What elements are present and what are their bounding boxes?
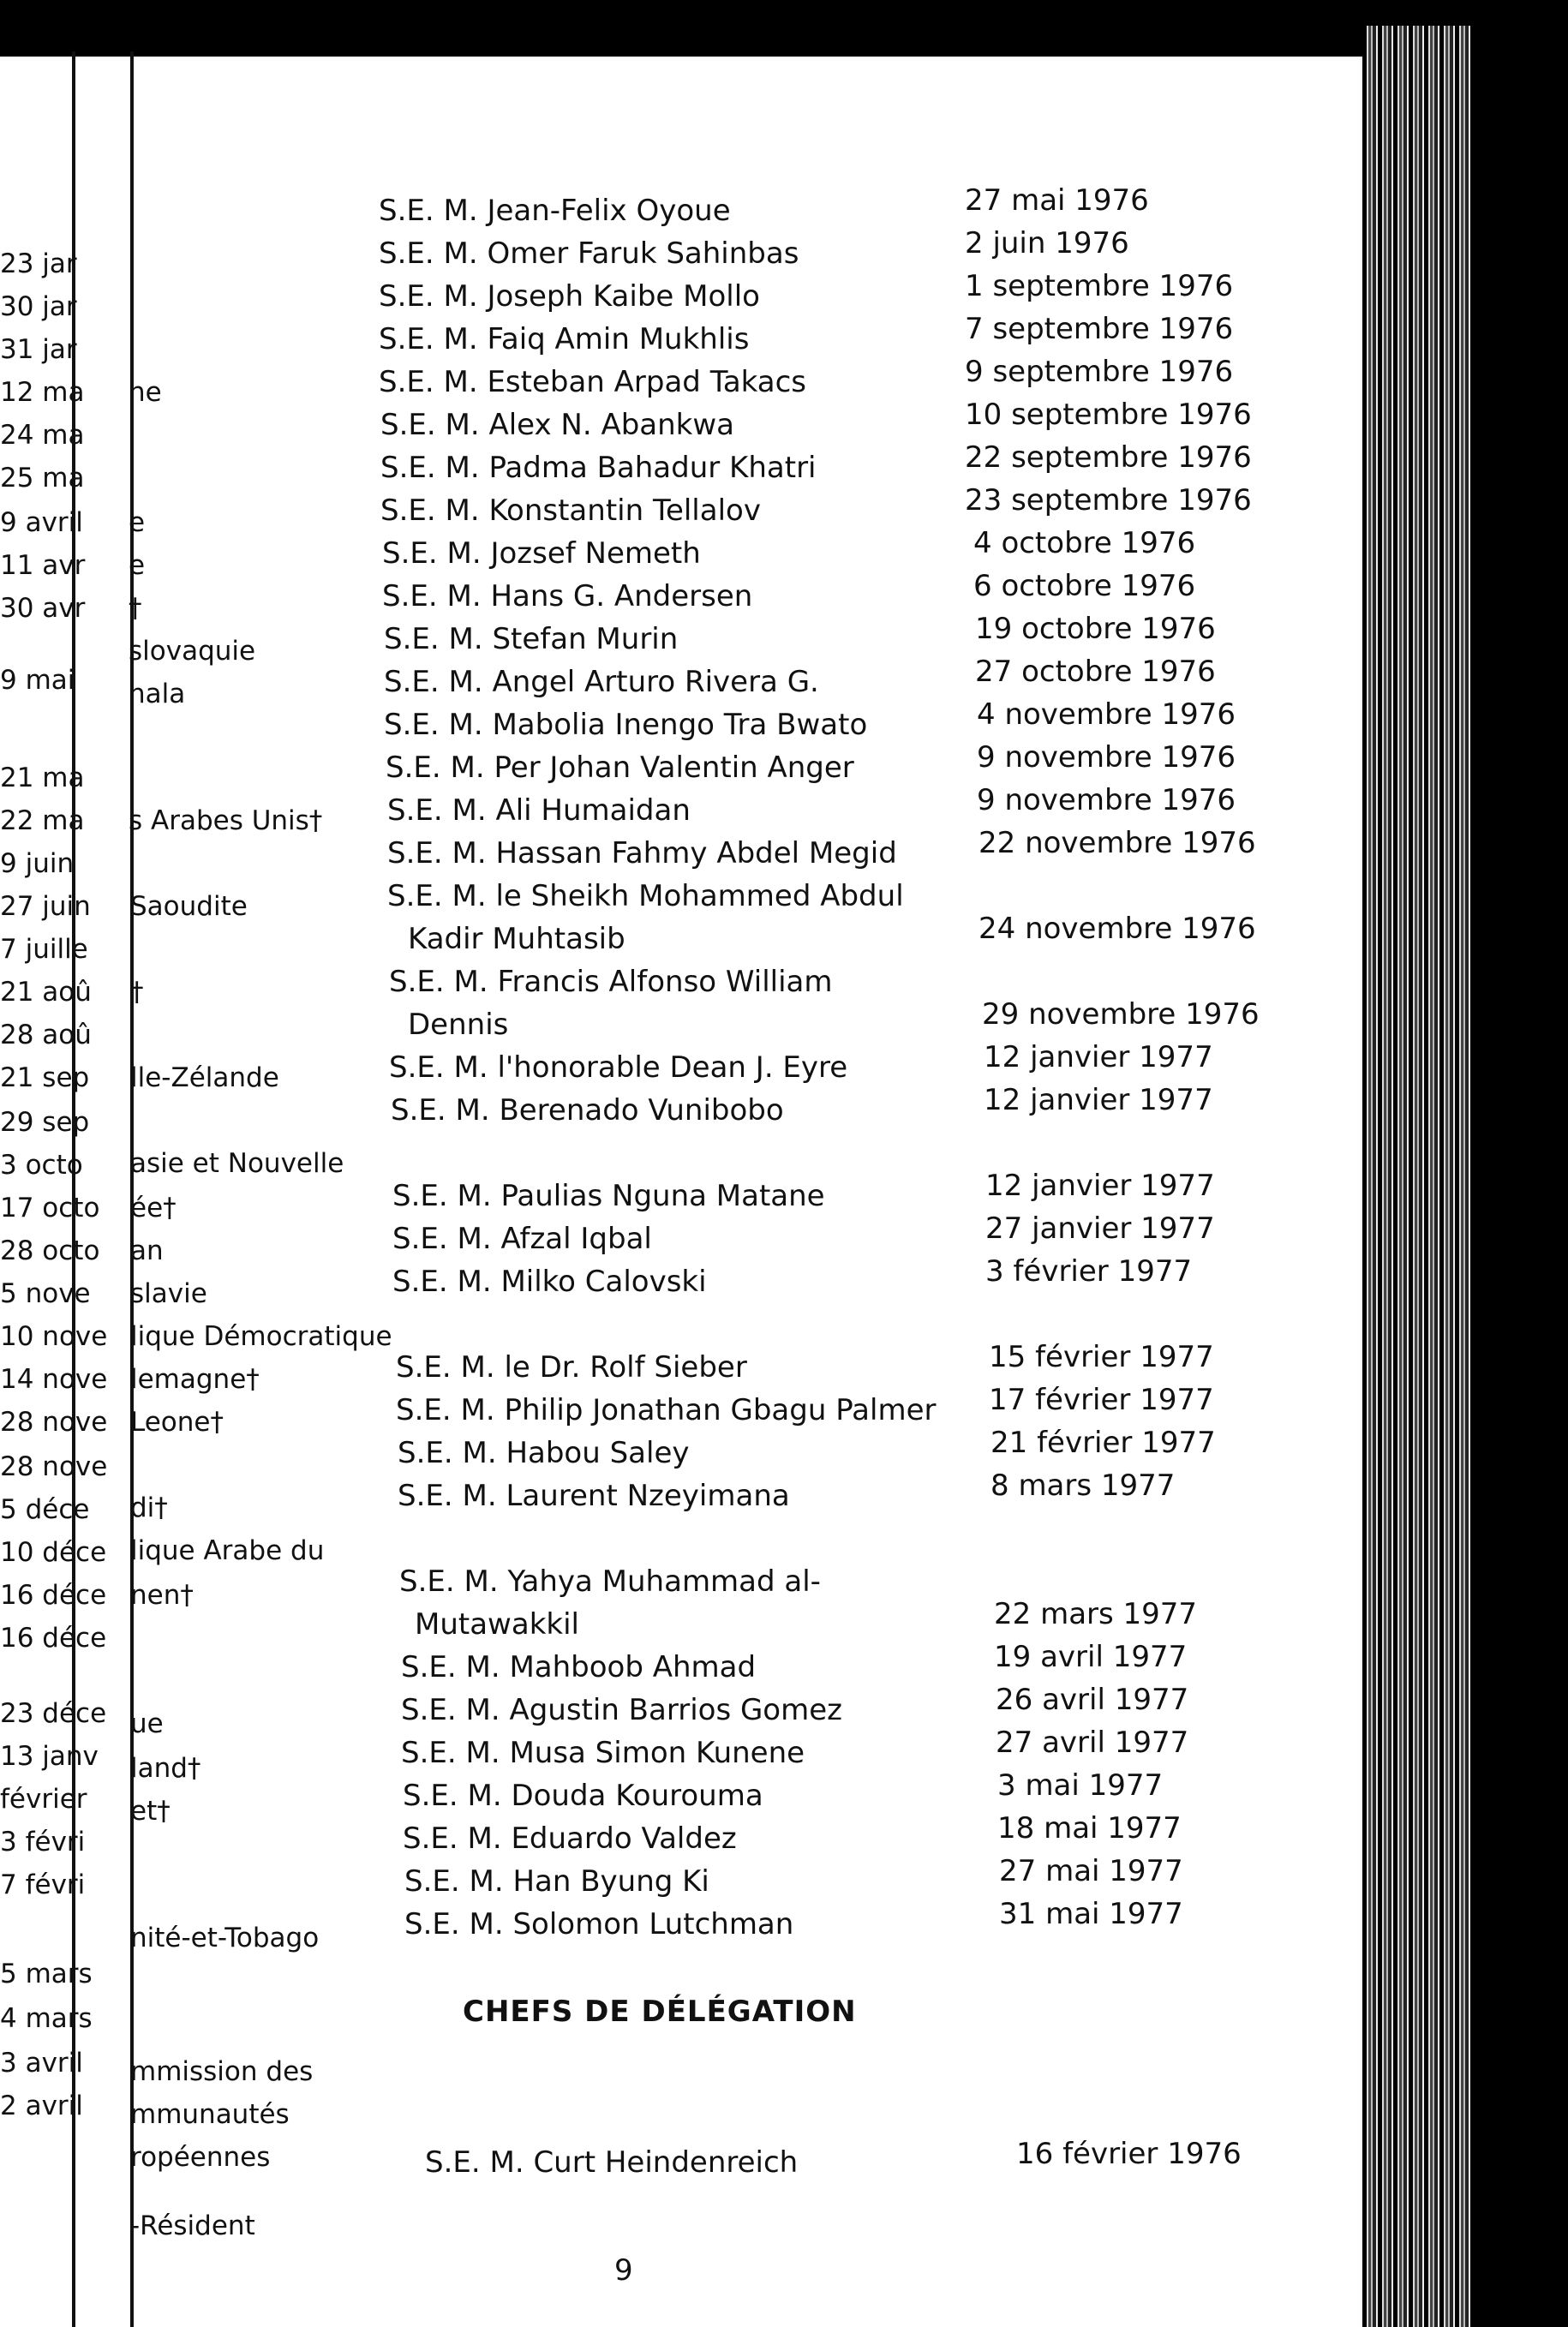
ambassador-name: S.E. M. Per Johan Valentin Anger: [386, 751, 854, 785]
ambassador-name: S.E. M. Laurent Nzeyimana: [398, 1479, 790, 1513]
ambassador-name: Kadir Muhtasib: [408, 922, 625, 956]
left-country-fragment: Leone†: [130, 1407, 224, 1438]
left-date-fragment: 21 sep: [0, 1062, 90, 1093]
ambassador-name: S.E. M. Jean-Felix Oyoue: [379, 194, 731, 228]
left-date-fragment: 24 ma: [0, 420, 85, 451]
credentials-date: 15 février 1977: [989, 1340, 1214, 1374]
page-number: 9: [614, 2253, 633, 2288]
credentials-date: 7 septembre 1976: [965, 312, 1234, 346]
ambassador-name: S.E. M. Padma Bahadur Khatri: [380, 451, 817, 485]
ambassador-name: S.E. M. Paulias Nguna Matane: [392, 1179, 825, 1213]
left-date-fragment: 16 déce: [0, 1623, 107, 1654]
left-date-fragment: 10 nove: [0, 1321, 108, 1352]
left-date-fragment: 22 ma: [0, 805, 85, 836]
left-country-fragment: lemagne†: [130, 1364, 260, 1395]
left-date-fragment: 16 déce: [0, 1580, 107, 1611]
ambassador-name: S.E. M. Alex N. Abankwa: [380, 408, 734, 442]
left-date-fragment: 29 sep: [0, 1107, 90, 1138]
left-date-fragment: 5 mars: [0, 1959, 93, 1989]
ambassador-name: S.E. M. Milko Calovski: [392, 1265, 707, 1299]
left-country-fragment: lique Démocratique: [130, 1321, 392, 1352]
credentials-date: 10 septembre 1976: [965, 398, 1252, 432]
ambassador-name: S.E. M. Yahya Muhammad al-: [399, 1564, 821, 1599]
credentials-date: 4 novembre 1976: [977, 697, 1236, 732]
left-date-fragment: 3 avril: [0, 2048, 83, 2079]
left-country-fragment: e: [129, 507, 146, 538]
credentials-date: 9 novembre 1976: [977, 783, 1236, 817]
left-date-fragment: 28 nove: [0, 1407, 108, 1438]
chef-date: 16 février 1976: [1016, 2137, 1242, 2171]
credentials-date: 22 mars 1977: [994, 1597, 1198, 1631]
credentials-date: 21 février 1977: [990, 1426, 1216, 1460]
credentials-date: 22 septembre 1976: [965, 440, 1252, 475]
left-date-fragment: 21 aoû: [0, 977, 92, 1008]
left-date-fragment: 11 avr: [0, 550, 86, 581]
ambassador-name: S.E. M. Hans G. Andersen: [382, 579, 753, 613]
left-date-fragment: 9 avril: [0, 507, 83, 538]
ambassador-name: S.E. M. Philip Jonathan Gbagu Palmer: [396, 1393, 937, 1427]
left-date-fragment: 5 déce: [0, 1494, 90, 1525]
ambassador-name: Dennis: [408, 1008, 509, 1042]
ambassador-name: S.E. M. Mahboob Ahmad: [401, 1650, 757, 1684]
credentials-date: 3 février 1977: [985, 1254, 1193, 1289]
left-country-fragment: †: [130, 977, 144, 1008]
left-date-fragment: 12 ma: [0, 377, 85, 408]
ambassador-name: S.E. M. Faiq Amin Mukhlis: [379, 322, 750, 356]
left-date-fragment: 28 octo: [0, 1235, 100, 1266]
ambassador-name: S.E. M. le Dr. Rolf Sieber: [396, 1350, 747, 1385]
left-country-fragment: slovaquie: [129, 636, 256, 667]
left-date-fragment: 17 octo: [0, 1193, 100, 1223]
credentials-date: 12 janvier 1977: [984, 1040, 1213, 1074]
credentials-date: 8 mars 1977: [990, 1469, 1176, 1503]
left-country-fragment: lique Arabe du: [130, 1535, 325, 1566]
left-date-fragment: 9 mai: [0, 665, 75, 696]
left-country-fragment: ropéennes: [130, 2142, 271, 2173]
scan-top-band: [0, 0, 1568, 57]
left-date-fragment: 3 févri: [0, 1827, 86, 1857]
credentials-date: 1 septembre 1976: [965, 269, 1234, 303]
left-date-fragment: 7 juille: [0, 934, 88, 965]
ambassador-name: S.E. M. Hassan Fahmy Abdel Megid: [387, 836, 897, 870]
ambassador-name: S.E. M. le Sheikh Mohammed Abdul: [387, 879, 904, 913]
credentials-date: 27 mai 1977: [999, 1854, 1183, 1888]
ambassador-name: S.E. M. Konstantin Tellalov: [380, 494, 761, 528]
left-country-fragment: ne: [129, 377, 162, 408]
left-country-fragment: nité-et-Tobago: [130, 1923, 320, 1953]
credentials-date: 9 novembre 1976: [977, 740, 1236, 775]
left-date-fragment: 2 avril: [0, 2091, 83, 2121]
credentials-date: 2 juin 1976: [965, 226, 1129, 260]
left-country-fragment: e: [129, 550, 146, 581]
left-date-fragment: 27 juin: [0, 891, 91, 922]
section-heading-chefs: CHEFS DE DÉLÉGATION: [463, 1995, 857, 2029]
left-date-fragment: 28 nove: [0, 1451, 108, 1482]
credentials-date: 17 février 1977: [989, 1383, 1214, 1417]
credentials-date: 24 novembre 1976: [979, 912, 1256, 946]
left-date-fragment: 30 avr: [0, 593, 86, 624]
credentials-date: 19 octobre 1976: [975, 612, 1216, 646]
left-date-fragment: 25 ma: [0, 463, 85, 494]
left-country-fragment: ée†: [130, 1193, 177, 1223]
left-date-fragment: 3 octo: [0, 1150, 83, 1181]
credentials-date: 31 mai 1977: [999, 1897, 1183, 1931]
chef-name: S.E. M. Curt Heindenreich: [425, 2145, 799, 2180]
left-country-fragment: slavie: [130, 1278, 207, 1309]
left-date-fragment: 31 jar: [0, 334, 77, 365]
credentials-date: 23 septembre 1976: [965, 483, 1252, 517]
left-country-fragment: nen†: [130, 1580, 194, 1611]
ambassador-name: S.E. M. Angel Arturo Rivera G.: [384, 665, 819, 699]
left-country-fragment: an: [130, 1235, 164, 1266]
credentials-date: 18 mai 1977: [997, 1811, 1182, 1845]
credentials-date: 26 avril 1977: [996, 1683, 1189, 1717]
left-country-fragment: di†: [130, 1493, 168, 1523]
left-country-fragment: asie et Nouvelle: [130, 1148, 344, 1179]
credentials-date: 19 avril 1977: [994, 1640, 1188, 1674]
ambassador-name: S.E. M. Jozsef Nemeth: [382, 536, 701, 571]
ambassador-name: S.E. M. Han Byung Ki: [404, 1864, 709, 1899]
ambassador-name: S.E. M. Agustin Barrios Gomez: [401, 1693, 842, 1727]
left-country-fragment: †: [129, 593, 142, 624]
credentials-date: 27 janvier 1977: [985, 1211, 1215, 1246]
left-country-fragment: lle-Zélande: [130, 1062, 279, 1093]
left-country-fragment: land†: [130, 1753, 201, 1784]
left-date-fragment: 21 ma: [0, 763, 85, 793]
credentials-date: 9 septembre 1976: [965, 355, 1234, 389]
credentials-date: 29 novembre 1976: [982, 997, 1260, 1032]
left-date-fragment: 13 janv: [0, 1741, 99, 1772]
credentials-date: 27 avril 1977: [996, 1726, 1189, 1760]
book-spine-shadow: [1474, 26, 1568, 2327]
credentials-date: 27 mai 1976: [965, 183, 1149, 218]
ambassador-name: S.E. M. Afzal Iqbal: [392, 1222, 652, 1256]
left-date-fragment: 14 nove: [0, 1364, 108, 1395]
left-date-fragment: 30 jar: [0, 291, 77, 322]
ambassador-name: S.E. M. Solomon Lutchman: [404, 1907, 794, 1941]
ambassador-name: S.E. M. Habou Saley: [398, 1436, 690, 1470]
credentials-date: 6 octobre 1976: [973, 569, 1196, 603]
ambassador-name: S.E. M. Berenado Vunibobo: [391, 1093, 784, 1128]
left-country-fragment: mmission des: [130, 2056, 314, 2087]
ambassador-name: S.E. M. Joseph Kaibe Mollo: [379, 279, 760, 314]
ambassador-name: Mutawakkil: [415, 1607, 579, 1642]
left-date-fragment: 7 févri: [0, 1869, 86, 1900]
credentials-date: 12 janvier 1977: [985, 1169, 1215, 1203]
left-country-fragment: mmunautés: [130, 2099, 290, 2130]
left-country-fragment: Saoudite: [130, 891, 248, 922]
left-country-fragment: hala: [129, 679, 186, 709]
left-country-fragment: ue: [130, 1708, 164, 1739]
ambassador-name: S.E. M. Musa Simon Kunene: [401, 1736, 805, 1770]
credentials-date: 3 mai 1977: [997, 1768, 1164, 1803]
credentials-date: 12 janvier 1977: [984, 1083, 1213, 1117]
left-date-fragment: 23 déce: [0, 1698, 107, 1729]
left-date-fragment: 5 nove: [0, 1278, 91, 1309]
ambassador-name: S.E. M. Eduardo Valdez: [403, 1822, 737, 1856]
left-date-fragment: 10 déce: [0, 1537, 107, 1568]
left-date-fragment: 28 aoû: [0, 1020, 92, 1050]
ambassador-name: S.E. M. Esteban Arpad Takacs: [379, 365, 807, 399]
left-date-fragment: 4 mars: [0, 2003, 93, 2034]
credentials-date: 4 octobre 1976: [973, 526, 1196, 560]
left-country-fragment: -Résident: [130, 2210, 255, 2241]
ambassador-name: S.E. M. Francis Alfonso William: [389, 965, 833, 999]
left-country-fragment: s Arabes Unis†: [129, 805, 323, 836]
ambassador-name: S.E. M. Stefan Murin: [384, 622, 679, 656]
credentials-date: 22 novembre 1976: [979, 826, 1256, 860]
left-date-fragment: 9 juin: [0, 848, 75, 879]
left-date-fragment: 23 jar: [0, 248, 77, 279]
ambassador-name: S.E. M. l'honorable Dean J. Eyre: [389, 1050, 848, 1085]
ambassador-name: S.E. M. Mabolia Inengo Tra Bwato: [384, 708, 868, 742]
left-date-fragment: février: [0, 1784, 87, 1815]
ambassador-name: S.E. M. Omer Faruk Sahinbas: [379, 236, 799, 271]
left-country-fragment: et†: [130, 1796, 171, 1827]
ambassador-name: S.E. M. Ali Humaidan: [387, 793, 691, 828]
credentials-date: 27 octobre 1976: [975, 655, 1216, 689]
ambassador-name: S.E. M. Douda Kourouma: [403, 1779, 763, 1813]
